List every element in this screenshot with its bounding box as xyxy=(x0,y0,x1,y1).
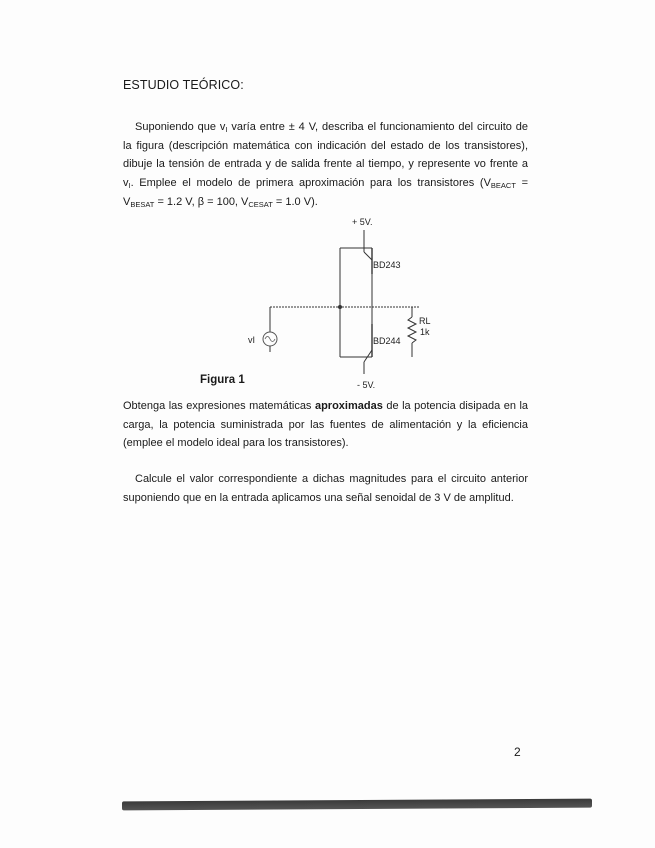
p1-text-e: = 1.2 V, β = 100, V xyxy=(154,195,249,208)
p2-text-b: de la potencia disipada en la carga, la potencia suministrada por las fuentes de alimentación y la eficiencia (emplee el modelo ideal para los transistores). xyxy=(123,400,529,450)
p2-bold: aproximadas xyxy=(314,400,383,412)
p1-text-b: varía entre ± 4 V, describa el funcionamiento del circuito de la figura (descripción matemática con indicación del estado de los transistores), dibuje la tensión de entrada y de salida frente al tiempo, y represente vo frente a v xyxy=(123,121,529,190)
section-heading: ESTUDIO TEÓRICO: xyxy=(123,78,244,92)
figure-caption: Figura 1 xyxy=(200,374,245,386)
circuit-diagram xyxy=(240,212,440,392)
paragraph-power xyxy=(123,397,528,453)
vbesat-subscript: BESAT xyxy=(130,199,155,209)
rl-label: RL xyxy=(419,316,431,326)
q1-label: BD243 xyxy=(373,260,401,270)
rl-resistor xyxy=(408,317,416,343)
page-number: 2 xyxy=(514,745,521,759)
vi-subscript: I xyxy=(225,125,228,134)
p1-text-c: . Emplee el modelo de primera aproximación para los transistores (V xyxy=(130,177,491,190)
p1-text-f: = 1.0 V). xyxy=(272,195,318,208)
scan-bottom-edge xyxy=(122,799,592,811)
junction-dot xyxy=(338,305,342,309)
vi-subscript-2: I xyxy=(128,181,131,191)
q2-label: BD244 xyxy=(373,336,401,346)
paragraph-calculation xyxy=(123,470,528,507)
vcc-negative-label: - 5V. xyxy=(357,380,376,390)
rl-value: 1k xyxy=(420,327,430,337)
q2-collector xyxy=(364,350,372,362)
p1-text-d: = V xyxy=(123,177,528,208)
paragraph-description xyxy=(123,118,528,212)
vcc-positive-label: + 5V. xyxy=(352,217,373,227)
vcesat-subscript: CESAT xyxy=(248,199,273,209)
p2-text-a: Obtenga las expresiones matemáticas xyxy=(123,400,315,412)
p3-text: Calcule el valor correspondiente a dichas magnitudes para el circuito anterior suponiendo que en la entrada aplicamos una señal senoidal de 3 V de amplitud. xyxy=(123,473,528,504)
vbeact-subscript: BEACT xyxy=(490,181,516,191)
source-label: vI xyxy=(248,335,256,345)
q1-collector xyxy=(364,252,372,260)
sine-icon xyxy=(265,337,275,342)
p1-text-a: Suponiendo que v xyxy=(135,121,226,133)
